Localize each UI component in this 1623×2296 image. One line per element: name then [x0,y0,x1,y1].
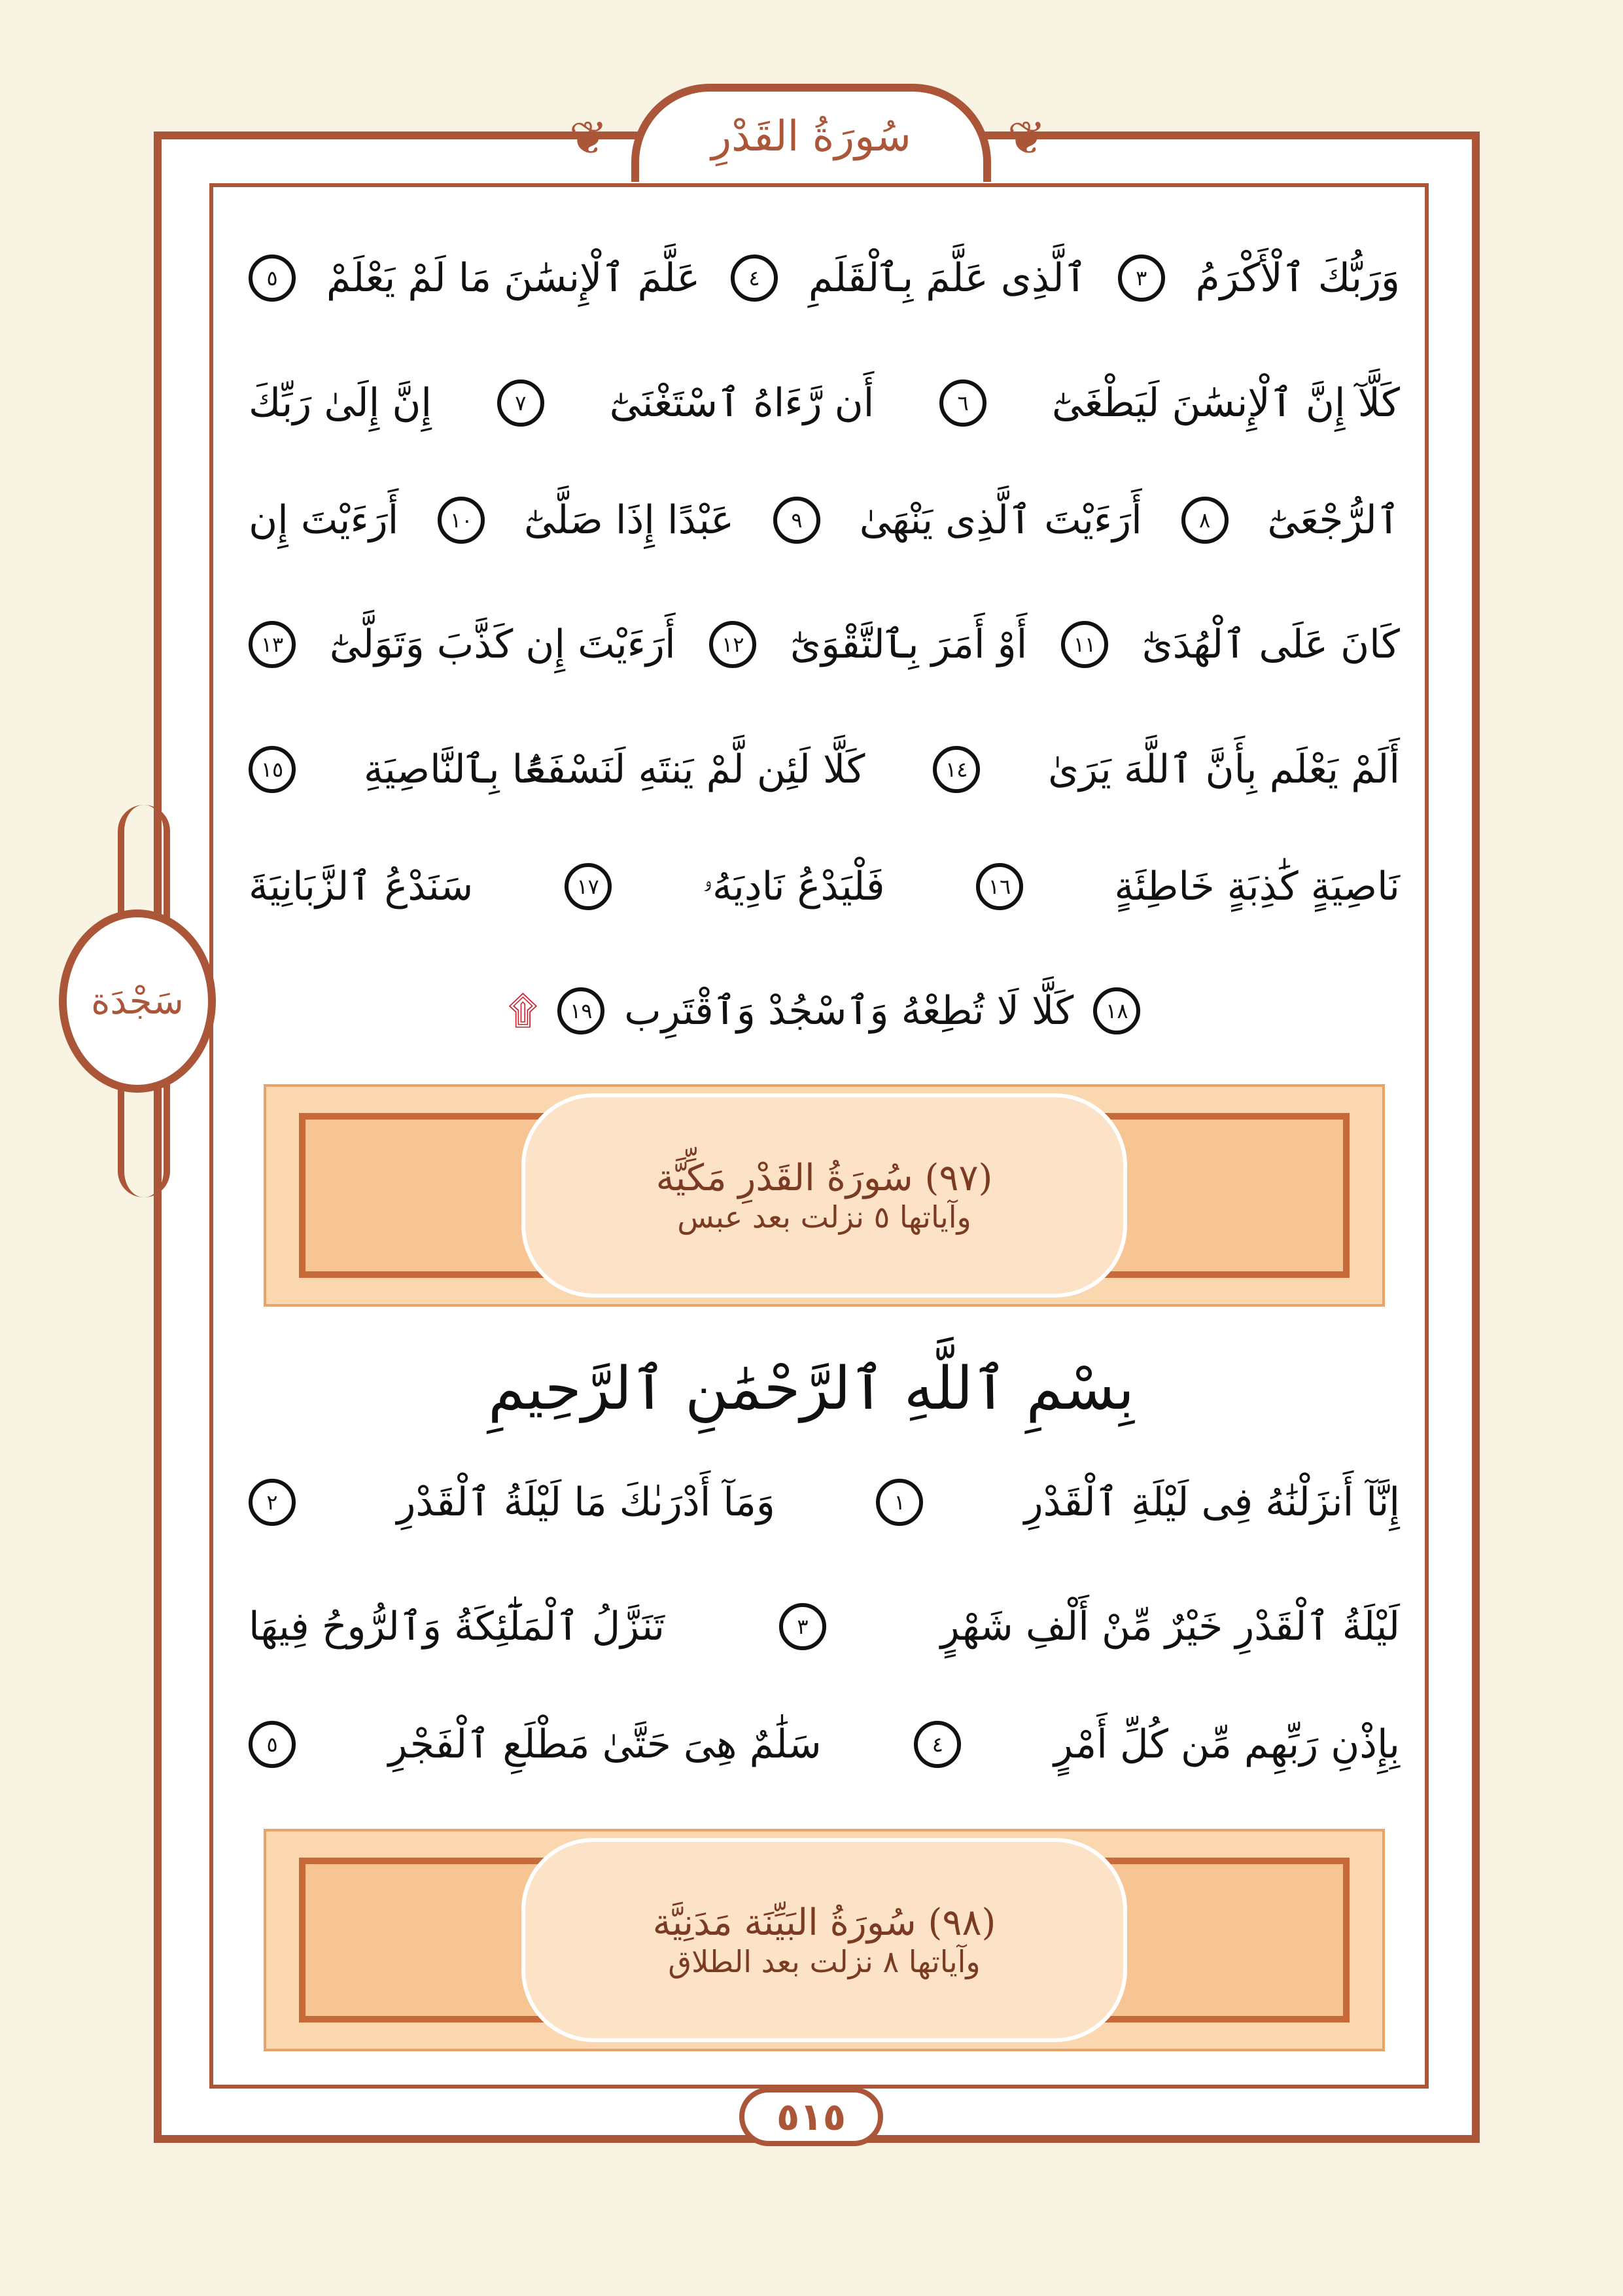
verse-number-marker: ١٤ [933,746,980,793]
verse-number-marker: ٥ [249,1721,296,1768]
text-line [249,367,1400,439]
verse-number-marker: ١٠ [438,497,485,544]
verse-text: وَمَآ أَدْرَىٰكَ مَا لَيْلَةُ ٱلْقَدْرِ [396,1479,775,1525]
verse-number-marker: ١٩ [557,987,604,1034]
verse-text: لَيْلَةُ ٱلْقَدْرِ خَيْرٌ مِّنْ أَلْفِ شَهْرٍ [940,1604,1400,1650]
verse-number-marker: ١٦ [976,863,1023,910]
verse-number-marker: ٣ [779,1603,826,1650]
verse-text: كَانَ عَلَى ٱلْهُدَىٰٓ [1142,622,1400,667]
verse-number-marker: ٥ [249,255,296,302]
text-line [249,1466,1400,1538]
box-center [521,1838,1127,2042]
surah-header-title: سُورَةُ القَدْرِ [711,113,911,161]
verse-text: أَرَءَيْتَ ٱلَّذِى يَنْهَىٰ [859,497,1142,543]
text-line [249,1591,1400,1663]
verse-text: إِنَّآ أَنزَلْنَٰهُ فِى لَيْلَةِ ٱلْقَدْرِ [1024,1479,1400,1525]
ornament-icon: ❦ [569,111,608,165]
verse-number-marker: ٨ [1181,497,1229,544]
verse-text: أَن رَّءَاهُ ٱسْتَغْنَىٰٓ [609,380,875,426]
verse-text: أَرَءَيْتَ إِن [249,497,399,543]
verse-number-marker: ٢ [249,1479,296,1526]
verse-text: تَنَزَّلُ ٱلْمَلَٰٓئِكَةُ وَٱلرُّوحُ فِيهَا [249,1604,665,1650]
verse-text: سَلَٰمٌ هِىَ حَتَّىٰ مَطْلَعِ ٱلْفَجْرِ [388,1722,822,1767]
verse-number-marker: ١ [876,1479,923,1526]
surah-box-info: وآياتها ٥ نزلت بعد عبس [677,1199,971,1235]
surah-header-box-bayyinah [264,1829,1385,2051]
surah-box-number: (٩٨) [928,1901,996,1944]
text-line [249,975,1400,1047]
verse-number-marker: ٤ [914,1721,961,1768]
verse-number-marker: ٦ [939,380,986,427]
verse-text: فَلْيَدْعُ نَادِيَهُۥ [703,864,885,910]
box-center [521,1093,1127,1298]
sajda-side-label: سَجْدَة [91,980,184,1023]
verse-number-marker: ١٥ [249,746,296,793]
surah-box-info: وآياتها ٨ نزلت بعد الطلاق [668,1943,981,1979]
verse-text: ٱلَّذِى عَلَّمَ بِٱلْقَلَمِ [808,255,1087,301]
verse-text: أَلَمْ يَعْلَم بِأَنَّ ٱللَّهَ يَرَىٰ [1048,747,1400,792]
page-number: ٥١٥ [739,2087,883,2146]
verse-text: أَوْ أَمَرَ بِٱلتَّقْوَىٰٓ [790,622,1028,667]
surah-box-title: سُورَةُ القَدْرِ مَكِّيَّة [655,1156,913,1199]
text-line [249,609,1400,680]
verse-text: عَلَّمَ ٱلْإِنسَٰنَ مَا لَمْ يَعْلَمْ [326,255,701,301]
verse-text: وَرَبُّكَ ٱلْأَكْرَمُ [1195,255,1400,301]
verse-text: نَاصِيَةٍ كَٰذِبَةٍ خَاطِئَةٍ [1114,864,1400,910]
verse-number-marker: ١٨ [1093,987,1140,1034]
surah-header-cartouche [631,84,991,182]
verse-number-marker: ٧ [497,380,544,427]
verse-text: إِنَّ إِلَىٰ رَبِّكَ [249,380,432,426]
ornament-icon: ❦ [1007,111,1046,165]
text-line [249,484,1400,556]
verse-text: كَلَّا لَا تُطِعْهُ وَٱسْجُدْ وَٱقْتَرِب [624,988,1074,1034]
sajda-side-medallion [59,910,216,1093]
sajda-symbol-icon: ۩ [508,988,538,1034]
text-line [249,733,1400,805]
text-line [249,242,1400,314]
surah-box-number: (٩٧) [924,1156,993,1199]
verse-number-marker: ١١ [1061,621,1108,668]
verse-number-marker: ١٣ [249,621,296,668]
surah-header-box-qadr [264,1084,1385,1307]
verse-text: بِإِذْنِ رَبِّهِم مِّن كُلِّ أَمْرٍ [1053,1722,1400,1767]
verse-text: كَلَّا لَئِن لَّمْ يَنتَهِ لَنَسْفَعًۢا بِٱلنَّاصِيَةِ [363,747,865,792]
verse-text: أَرَءَيْتَ إِن كَذَّبَ وَتَوَلَّىٰٓ [329,622,676,667]
verse-number-marker: ٩ [773,497,820,544]
verse-text: سَنَدْعُ ٱلزَّبَانِيَةَ [249,864,474,910]
verse-text: ٱلرُّجْعَىٰٓ [1267,497,1400,543]
verse-number-marker: ٣ [1118,255,1165,302]
text-line [249,851,1400,923]
basmala: بِسْمِ ٱللَّهِ ٱلرَّحْمَٰنِ ٱلرَّحِيمِ [488,1354,1134,1423]
verse-text: عَبْدًا إِذَا صَلَّىٰٓ [524,497,735,543]
text-line [249,1708,1400,1780]
verse-number-marker: ١٧ [565,863,612,910]
verse-number-marker: ٤ [731,255,778,302]
verse-text: كَلَّآ إِنَّ ٱلْإِنسَٰنَ لَيَطْغَىٰٓ [1051,380,1400,426]
verse-number-marker: ١٢ [709,621,756,668]
surah-box-title: سُورَةُ البَيِّنَة مَدَنِيَّة [652,1901,916,1944]
